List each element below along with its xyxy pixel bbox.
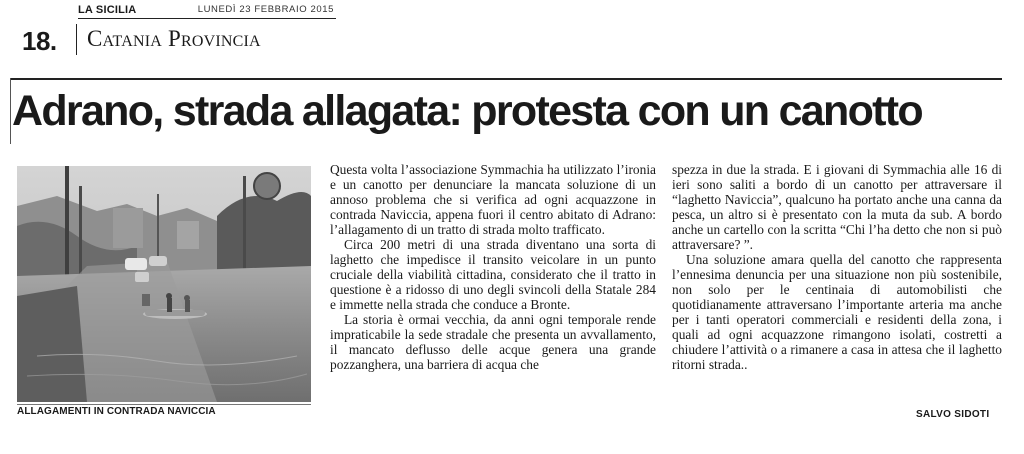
top-rule: [10, 78, 1002, 80]
page-number: 18.: [22, 26, 57, 56]
paragraph: La storia è ormai vecchia, da anni ogni temporale rende impraticabile la sede stradale che presenta un avvallamento, il mancato deflusso delle acque genera una grande pozzanghera, una barriera di acqua che: [330, 312, 656, 372]
article-column-1: [330, 162, 656, 372]
section-title-part2: rovincia: [180, 26, 261, 51]
masthead: [78, 4, 336, 19]
paragraph: Una soluzione amara quella del canotto che rappresenta l’ennesima denuncia per una situazione non più sostenibile, non solo per le centinaia di automobilisti che quotidianamente attraversano l’importante arteria ma anche per i tanti operatori commerciali e residenti della zona, i quali ad ogni acquazzone rimangono isolati, costretti a chiudere l’attività o a rimanere a casa in attesa che il laghetto ritorni strada..: [672, 252, 1002, 372]
caption-rule: [17, 404, 311, 405]
section-title-part1: atania: [102, 26, 163, 51]
photo-caption: ALLAGAMENTI IN CONTRADA NAVICCIA: [17, 406, 216, 417]
issue-date: LUNEDÌ 23 FEBBRAIO 2015: [197, 4, 334, 15]
article-column-2: [672, 162, 1002, 372]
article-photo: [17, 166, 311, 402]
left-rule: [10, 78, 11, 144]
section-title: [87, 26, 261, 52]
paragraph: Circa 200 metri di una strada diventano una sorta di laghetto che impedisce il transito veicolare in un punto cruciale della viabilità cittadina, considerato che il tratto in questione è a ridosso di uno degli svincoli della Statale 284 e immette nella strada che conduce a Bronte.: [330, 237, 656, 312]
section-title-mid: P: [162, 26, 181, 51]
section-divider: [76, 24, 77, 55]
flooded-street-photo: [17, 166, 311, 402]
author-byline: SALVO SIDOTI: [916, 409, 990, 420]
newspaper-name: LA SICILIA: [78, 4, 137, 16]
paragraph: spezza in due la strada. E i giovani di Symmachia alle 16 di ieri sono saliti a bordo di un canotto per attraversare il “laghetto Naviccia”, qualcuno ha portato anche una canna da pesca, un altro si è presentato con la muta da sub. A bordo anche un cartello con la scritta “Chi l’ha detto che non si può attraversare? ”.: [672, 162, 1002, 252]
paragraph: Questa volta l’associazione Symmachia ha utilizzato l’ironia e un canotto per denunciare la mancata soluzione di un annoso problema che si verifica ad ogni acquazzone in contrada Naviccia, appena fuori il centro abitato di Adrano: l’allagamento di un tratto di strada molto trafficato.: [330, 162, 656, 237]
section-title-initial: C: [87, 26, 103, 51]
article-headline: Adrano, strada allagata: protesta con un canotto: [12, 87, 922, 135]
